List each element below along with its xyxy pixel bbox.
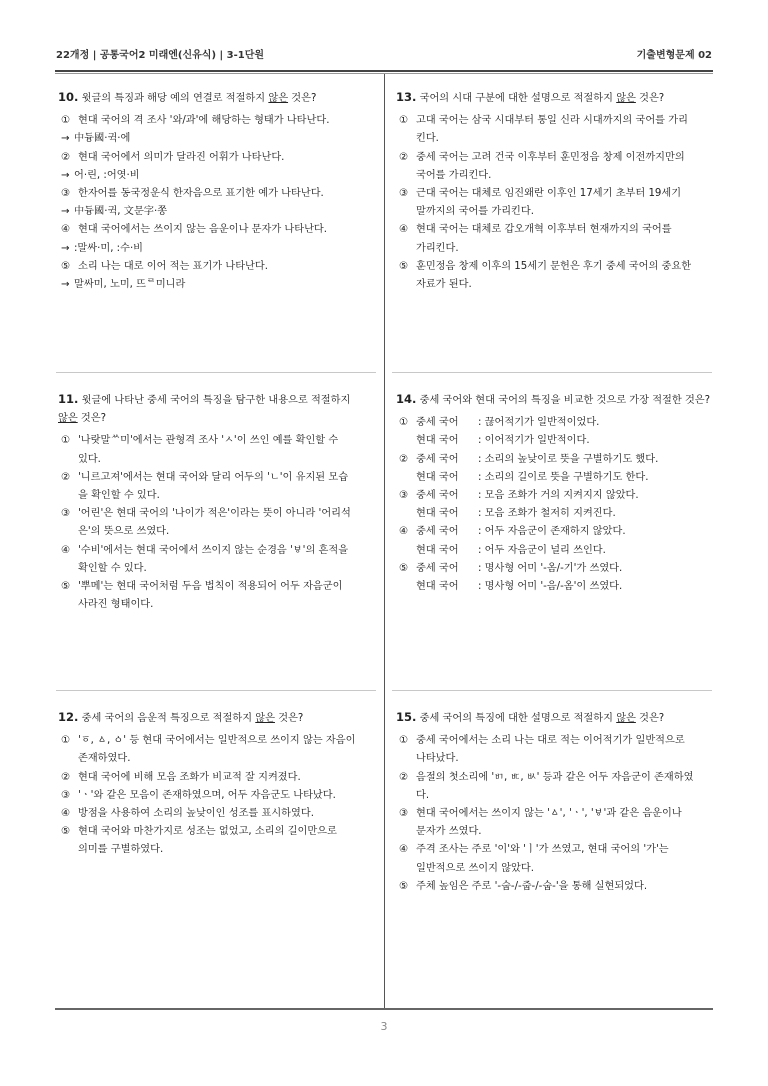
choice-text: 훈민정음 창제 이후의 15세기 문헌은 후기 중세 국어의 중요한 (416, 260, 692, 272)
choice-3[interactable] (58, 185, 376, 203)
choice-5[interactable] (396, 258, 714, 294)
choice-3[interactable] (396, 487, 714, 523)
stem-text: 국어의 시대 구분에 대한 설명으로 적절하지 (419, 93, 617, 104)
pair-label: 중세 국어 (416, 526, 459, 538)
choice-marker: ③ (399, 188, 409, 200)
choice-text: 음절의 첫소리에 'ㅲ, ㅳ, ㅄ' 등과 같은 어두 자음군이 존재하였 (416, 771, 694, 783)
choice-text: 'ㆍ'와 같은 모음이 존재하였으며, 어두 자음군도 나타났다. (78, 789, 336, 801)
choice-3[interactable] (396, 185, 714, 221)
pair-text: : 끊어적기가 일반적이었다. (478, 417, 600, 429)
arrow-icon: → (61, 169, 70, 181)
question-number: 13. (396, 90, 417, 104)
choice-text-cont: 가리킨다. (416, 242, 459, 254)
choice-text-cont: 사라진 형태이다. (78, 599, 154, 611)
choice-text: 현대 국어와 마찬가지로 성조는 없었고, 소리의 길이만으로 (78, 826, 337, 838)
choice-marker: ③ (399, 490, 409, 502)
choice-text: 주체 높임은 주로 '-숩-/-줍-/-숩-'을 통해 실현되었다. (416, 880, 648, 892)
choice-1[interactable] (396, 112, 714, 148)
pair-modern (416, 432, 714, 450)
separator-right-1 (392, 372, 712, 373)
choice-text-cont: 킨다. (416, 133, 439, 145)
choice-text: 현대 국어의 격 조사 '와/과'에 해당하는 형태가 나타난다. (78, 115, 330, 127)
choice-marker: ① (61, 435, 71, 447)
question-number: 14. (396, 392, 417, 406)
question-10 (58, 88, 376, 294)
pair-label: 중세 국어 (416, 490, 459, 502)
question-13 (396, 88, 714, 294)
choice-text-cont: 말까지의 국어를 가리킨다. (416, 206, 534, 218)
choice-3[interactable] (58, 787, 376, 805)
pair-label: 중세 국어 (416, 417, 459, 429)
choice-marker: ① (61, 735, 71, 747)
choice-text: 근대 국어는 대체로 임진왜란 이후인 17세기 초부터 19세기 (416, 188, 682, 200)
choice-4[interactable] (396, 523, 714, 559)
stem-text: 윗글에 나타난 중세 국어의 특징을 탐구한 내용으로 적절하지 (81, 395, 351, 406)
example-text: :말싸·미, :수·비 (74, 242, 144, 254)
choice-text: 중세 국어는 고려 건국 이후부터 훈민정음 창제 이전까지만의 (416, 151, 685, 163)
choice-marker: ① (399, 735, 409, 747)
choice-marker: ③ (61, 188, 71, 200)
choice-marker: ② (61, 151, 71, 163)
pair-modern (416, 505, 714, 523)
choice-text: 현대 국어에서는 쓰이지 않는 음운이나 문자가 나타난다. (78, 224, 328, 236)
choice-text: 소리 나는 대로 이어 적는 표기가 나타난다. (78, 260, 268, 272)
stem-emphasis: 않은 (58, 413, 78, 425)
example-text: 말싸미, 노미, 뜨ᄅ미니라 (74, 279, 186, 291)
pair-modern (416, 578, 714, 596)
choice-list (396, 112, 714, 294)
header-doc-title: 기출변형문제 02 (636, 50, 712, 61)
choice-text: '수비'에서는 현대 국어에서 쓰이지 않는 순경음 'ㅸ'의 흔적을 (78, 544, 349, 556)
choice-marker: ④ (61, 544, 71, 556)
pair-text: : 어두 자음군이 존재하지 않았다. (478, 526, 626, 538)
pair-modern (416, 542, 714, 560)
choice-marker: ② (399, 771, 409, 783)
choice-2[interactable] (396, 149, 714, 185)
arrow-icon: → (61, 133, 70, 145)
question-number: 11. (58, 392, 79, 406)
choice-5[interactable] (58, 578, 376, 614)
pair-label: 현대 국어 (416, 435, 459, 447)
choice-text-cont: 있다. (78, 453, 101, 465)
choice-marker: ⑤ (61, 260, 71, 272)
stem-emphasis: 않은 (616, 713, 636, 724)
choice-marker: ③ (399, 808, 409, 820)
stem-emphasis: 않은 (268, 93, 289, 104)
question-14 (396, 390, 714, 596)
choice-marker: ① (61, 115, 71, 127)
pair-middle (416, 414, 714, 432)
choice-marker: ① (399, 417, 409, 429)
choice-text: '뿌메'는 현대 국어처럼 두음 법칙이 적용되어 어두 자음군이 (78, 581, 343, 593)
choice-marker: ⑤ (399, 260, 409, 272)
choice-text-cont: 문자가 쓰였다. (416, 826, 482, 838)
pair-text: : 모음 조화가 거의 지켜지지 않았다. (478, 490, 639, 502)
choice-marker: ④ (399, 844, 409, 856)
question-stem (396, 708, 714, 728)
choice-text: 현대 국어에서 의미가 달라진 어휘가 나타난다. (78, 151, 285, 163)
choice-2[interactable] (58, 769, 376, 787)
question-stem (58, 390, 376, 428)
pair-label: 현대 국어 (416, 581, 459, 593)
choice-5[interactable] (396, 560, 714, 596)
question-stem (396, 88, 714, 108)
example-text: 어·린, :어엿·비 (74, 169, 140, 181)
stem-text-end: 것은? (274, 713, 304, 724)
header-rule (55, 70, 713, 72)
choice-text: 현대 국어에 비해 모음 조화가 비교적 잘 지켜졌다. (78, 771, 301, 783)
choice-1[interactable] (396, 414, 714, 450)
pair-middle (416, 560, 714, 578)
choice-text-cont: 국어를 가리킨다. (416, 169, 492, 181)
pair-text: : 이어적기가 일반적이다. (478, 435, 590, 447)
pair-modern (416, 469, 714, 487)
pair-text: : 소리의 길이로 뜻을 구별하기도 한다. (478, 471, 649, 483)
stem-emphasis: 않은 (616, 93, 636, 104)
stem-text-end: 것은? (77, 413, 107, 425)
pair-label: 현대 국어 (416, 508, 459, 520)
pair-label: 현대 국어 (416, 471, 459, 483)
choice-marker: ⑤ (399, 562, 409, 574)
choice-marker: ④ (61, 808, 71, 820)
arrow-icon: → (61, 242, 70, 254)
choice-1-example (58, 130, 376, 148)
choice-text-cont: 은'의 뜻으로 쓰였다. (78, 526, 170, 538)
example-text: 中듕國·귁, 文문字·쫑 (74, 206, 168, 218)
choice-2[interactable] (396, 769, 714, 805)
choice-5[interactable] (58, 258, 376, 276)
question-11 (58, 390, 376, 614)
column-divider (384, 74, 385, 1008)
choice-3[interactable] (58, 505, 376, 541)
question-number: 10. (58, 90, 79, 104)
question-stem (58, 88, 376, 108)
choice-text-cont: 나타났다. (416, 753, 459, 765)
choice-2[interactable] (58, 469, 376, 505)
choice-marker: ② (61, 771, 71, 783)
choice-list (58, 732, 376, 859)
choice-3[interactable] (396, 805, 714, 841)
choice-text: '니르고져'에서는 현대 국어와 달리 어두의 'ㄴ'이 유지된 모습 (78, 471, 349, 483)
choice-1[interactable] (58, 732, 376, 768)
choice-marker: ⑤ (61, 826, 71, 838)
choice-1[interactable] (396, 732, 714, 768)
choice-text-cont: 일반적으로 쓰이지 않았다. (416, 862, 534, 874)
pair-text: : 명사형 어미 '-음/-옴'이 쓰였다. (478, 581, 623, 593)
choice-4[interactable] (396, 221, 714, 257)
choice-text-cont: 존재하였다. (78, 753, 131, 765)
choice-1[interactable] (58, 432, 376, 468)
pair-text: : 소리의 높낮이로 뜻을 구별하기도 했다. (478, 453, 659, 465)
stem-text-end: 것은? (635, 93, 665, 104)
choice-1[interactable] (58, 112, 376, 130)
choice-list (396, 732, 714, 896)
choice-text: '어린'은 현대 국어의 '나이가 적은'이라는 뜻이 아니라 '어리석 (78, 508, 351, 520)
choice-text: 주격 조사는 주로 '이'와 'ㅣ'가 쓰였고, 현대 국어의 '가'는 (416, 844, 669, 856)
choice-text-cont: 자료가 된다. (416, 279, 472, 291)
choice-text: 현대 국어는 대체로 갑오개혁 이후부터 현재까지의 국어를 (416, 224, 672, 236)
choice-text: '나랏말ᄊ미'에서는 관형격 조사 'ㅅ'이 쓰인 예를 확인할 수 (78, 435, 339, 447)
page-header (56, 46, 712, 64)
stem-text: 중세 국어의 특징에 대한 설명으로 적절하지 (419, 713, 617, 724)
pair-middle (416, 451, 714, 469)
choice-list (58, 432, 376, 614)
choice-4[interactable] (58, 542, 376, 578)
choice-marker: ③ (61, 508, 71, 520)
pair-label: 중세 국어 (416, 562, 459, 574)
choice-marker: ④ (399, 526, 409, 538)
pair-label: 현대 국어 (416, 544, 459, 556)
choice-3-example (58, 203, 376, 221)
choice-text: 방점을 사용하여 소리의 높낮이인 성조를 표시하였다. (78, 808, 314, 820)
choice-text: 현대 국어에서는 쓰이지 않는 'ㅿ', 'ㆍ', 'ㅸ'과 같은 음운이나 (416, 808, 682, 820)
pair-label: 중세 국어 (416, 453, 459, 465)
stem-text: 중세 국어와 현대 국어의 특징을 비교한 것으로 가장 적절한 것은? (419, 395, 711, 406)
choice-4[interactable] (58, 221, 376, 239)
pair-middle (416, 487, 714, 505)
choice-marker: ① (399, 115, 409, 127)
choice-marker: ⑤ (61, 581, 71, 593)
choice-4[interactable] (58, 805, 376, 823)
question-stem (58, 708, 376, 728)
stem-text: 윗글의 특징과 해당 예의 연결로 적절하지 (81, 93, 269, 104)
choice-text-cont: 을 확인할 수 있다. (78, 490, 160, 502)
choice-text-cont: 다. (416, 789, 430, 801)
choice-marker: ④ (399, 224, 409, 236)
choice-list (58, 112, 376, 294)
choice-text-cont: 의미를 구별하였다. (78, 844, 164, 856)
stem-text: 중세 국어의 음운적 특징으로 적절하지 (81, 713, 256, 724)
choice-list (396, 414, 714, 596)
choice-marker: ② (399, 453, 409, 465)
header-course-info: 22개정 | 공통국어2 미래엔(신유식) | 3-1단원 (56, 50, 265, 61)
separator-left-2 (56, 690, 376, 691)
question-number: 12. (58, 710, 79, 724)
page-number: 3 (380, 1020, 388, 1033)
choice-marker: ② (399, 151, 409, 163)
choice-marker: ② (61, 471, 71, 483)
choice-marker: ④ (61, 224, 71, 236)
choice-text: 중세 국어에서는 소리 나는 대로 적는 이어적기가 일반적으로 (416, 735, 685, 747)
choice-text: 'ㆆ, ㅿ, ㆁ' 등 현대 국어에서는 일반적으로 쓰이지 않는 자음이 (78, 735, 356, 747)
pair-text: : 어두 자음군이 널리 쓰인다. (478, 544, 606, 556)
choice-5[interactable] (396, 878, 714, 896)
question-stem (396, 390, 714, 410)
choice-5[interactable] (58, 823, 376, 859)
choice-marker: ⑤ (399, 880, 409, 892)
choice-4-example (58, 240, 376, 258)
arrow-icon: → (61, 206, 70, 218)
stem-text-end: 것은? (635, 713, 665, 724)
question-15 (396, 708, 714, 896)
choice-text: 고대 국어는 삼국 시대부터 통일 신라 시대까지의 국어를 가리 (416, 115, 688, 127)
choice-2[interactable] (58, 149, 376, 167)
choice-marker: ③ (61, 789, 71, 801)
separator-left-1 (56, 372, 376, 373)
choice-5-example (58, 276, 376, 294)
stem-text-end: 것은? (288, 93, 317, 104)
question-12 (58, 708, 376, 860)
choice-4[interactable] (396, 841, 714, 877)
choice-2[interactable] (396, 451, 714, 487)
pair-middle (416, 523, 714, 541)
choice-2-example (58, 167, 376, 185)
pair-text: : 모음 조화가 철저히 지켜진다. (478, 508, 616, 520)
pair-text: : 명사형 어미 '-옴/-기'가 쓰였다. (478, 562, 623, 574)
choice-text-cont: 확인할 수 있다. (78, 562, 147, 574)
footer-rule (55, 1008, 713, 1010)
question-number: 15. (396, 710, 417, 724)
arrow-icon: → (61, 279, 70, 291)
separator-right-2 (392, 690, 712, 691)
choice-text: 한자어를 동국정운식 한자음으로 표기한 예가 나타난다. (78, 188, 324, 200)
example-text: 中듕國·귁·에 (74, 133, 131, 145)
stem-emphasis: 않은 (255, 713, 275, 724)
